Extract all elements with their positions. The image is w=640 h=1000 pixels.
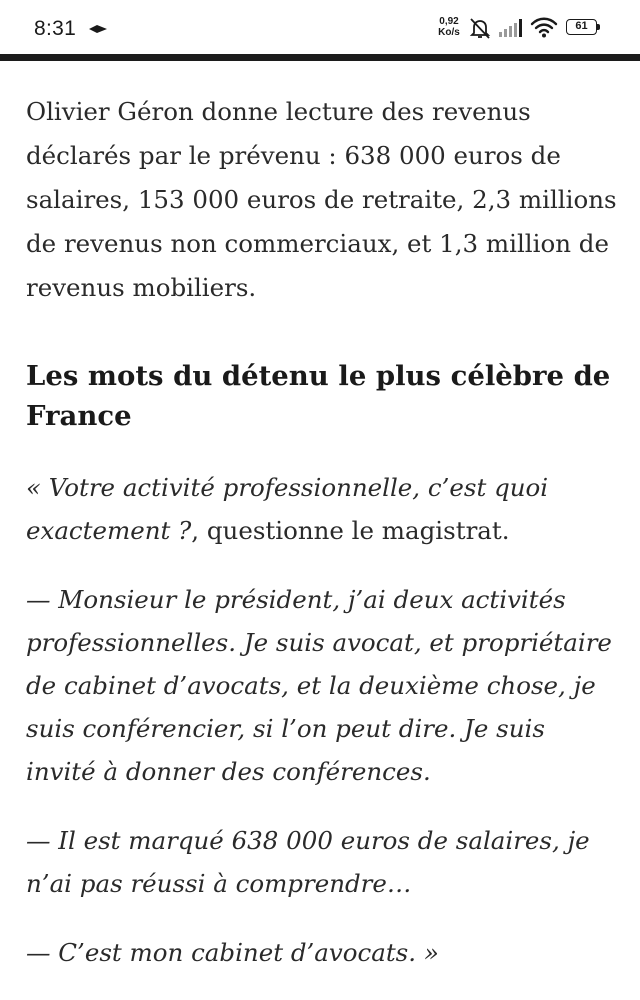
battery-level: 61 <box>566 19 597 35</box>
quote-1-italic: « Votre activité professionnelle, c’est quoi exactement ? <box>26 473 549 545</box>
network-speed <box>434 16 464 38</box>
status-bar <box>0 0 640 56</box>
quote-1-normal: , questionne le magistrat. <box>191 516 510 545</box>
network-speed-unit: Ko/s <box>438 27 460 38</box>
quote-2-text: — Monsieur le président, j’ai deux activités professionnelles. Je suis avocat, et propriétaire de cabinet d’avocats, et la deuxième chose, je suis conférencier, si l’on peut dire. Je suis invité à donner des conférences. <box>26 585 612 786</box>
quote-3-text: — Il est marqué 638 000 euros de salaires, je n’ai pas réussi à comprendre… <box>26 826 590 898</box>
intro-paragraph: Olivier Géron donne lecture des revenus déclarés par le prévenu : 638 000 euros de salaires, 153 000 euros de retraite, 2,3 millions de revenus non commerciaux, et 1,3 million de revenus mobiliers. <box>26 97 617 302</box>
quote-paragraph-3 <box>26 819 618 905</box>
top-divider <box>0 54 640 61</box>
quote-paragraph-4 <box>26 931 618 974</box>
section-heading: Les mots du détenu le plus célèbre de France <box>26 360 611 432</box>
quote-4-text: — C’est mon cabinet d’avocats. » <box>26 938 439 967</box>
bell-muted-icon <box>468 16 492 40</box>
battery-tip <box>597 24 600 30</box>
network-speed-value: 0,92 <box>439 16 459 27</box>
status-time: 8:31 <box>34 17 77 40</box>
battery-icon <box>566 19 600 37</box>
signal-strength-icon <box>498 18 524 38</box>
wifi-icon <box>530 16 558 38</box>
navigation-arrow-icon <box>88 24 108 34</box>
article-body <box>26 90 618 974</box>
quote-paragraph-2 <box>26 578 618 793</box>
quote-paragraph-1 <box>26 466 618 552</box>
